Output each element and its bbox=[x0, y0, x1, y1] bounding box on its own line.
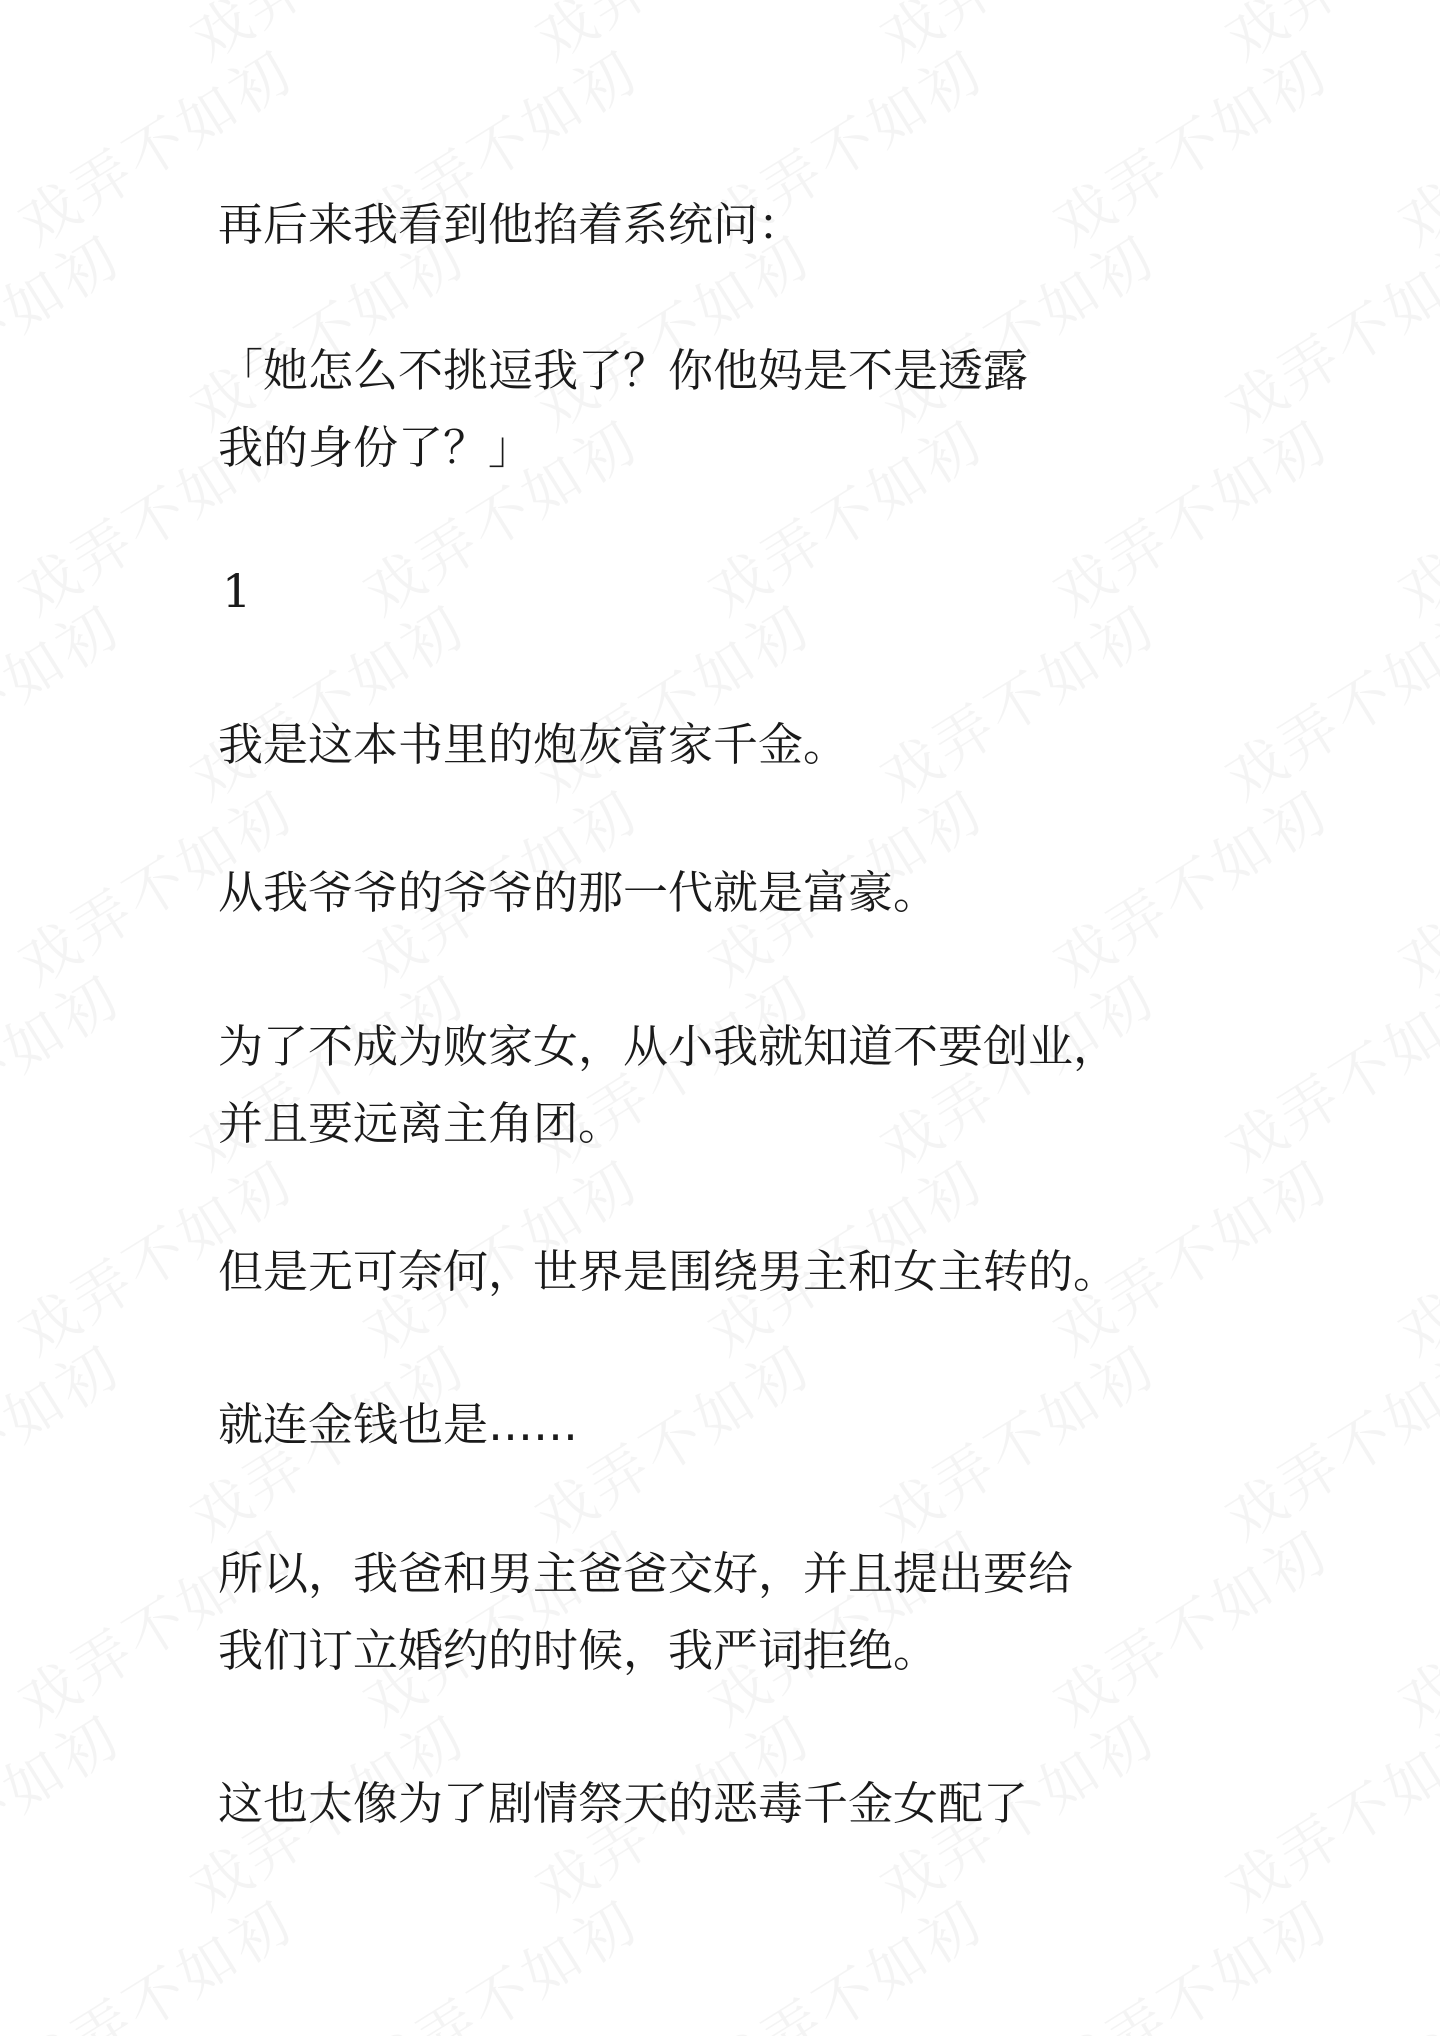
watermark-text bbox=[0, 1691, 134, 1927]
watermark-text bbox=[862, 0, 1169, 76]
paragraph bbox=[218, 1386, 578, 1463]
chapter-number-text: 1 bbox=[222, 564, 252, 618]
paragraph bbox=[218, 186, 803, 263]
paragraph-line: 再后来我看到他掐着系统问： bbox=[218, 198, 804, 251]
watermark-text bbox=[1380, 396, 1440, 632]
paragraph-line: 我是这本书里的炮灰富家千金。 bbox=[218, 718, 849, 771]
paragraph bbox=[218, 1233, 1118, 1310]
paragraph bbox=[218, 1765, 1028, 1842]
watermark-text bbox=[1380, 1876, 1440, 2036]
paragraph-line: 「她怎么不挑逗我了？你他妈是不是透露 bbox=[218, 344, 1029, 397]
paragraph-line: 就连金钱也是…… bbox=[218, 1398, 579, 1451]
paragraph-line: 我们订立婚约的时候，我严词拒绝。 bbox=[218, 1624, 939, 1677]
watermark-text bbox=[690, 1876, 997, 2036]
watermark-text bbox=[0, 951, 134, 1187]
watermark-text bbox=[1380, 1136, 1440, 1372]
watermark-text bbox=[1035, 26, 1342, 262]
paragraph bbox=[218, 854, 938, 931]
watermark-text bbox=[1380, 26, 1440, 262]
watermark-text bbox=[862, 581, 1169, 817]
watermark-text bbox=[345, 1876, 652, 2036]
watermark-text bbox=[1035, 766, 1342, 1002]
watermark-text bbox=[0, 581, 134, 817]
watermark-text bbox=[1207, 1691, 1440, 1927]
watermark-text bbox=[1380, 766, 1440, 1002]
paragraph-line: 所以，我爸和男主爸爸交好，并且提出要给 bbox=[218, 1547, 1074, 1600]
watermark-text bbox=[1207, 581, 1440, 817]
watermark-text bbox=[1035, 1876, 1342, 2036]
paragraph bbox=[218, 1535, 1073, 1689]
watermark-text bbox=[1035, 1506, 1342, 1742]
paragraph-line: 为了不成为败家女，从小我就知道不要创业， bbox=[218, 1020, 1119, 1073]
watermark-text bbox=[1380, 1506, 1440, 1742]
watermark-text bbox=[1207, 0, 1440, 76]
paragraph-line: 这也太像为了剧情祭天的恶毒千金女配了 bbox=[218, 1777, 1029, 1830]
paragraph bbox=[218, 1008, 1118, 1162]
watermark-text bbox=[172, 0, 479, 76]
watermark-text bbox=[517, 0, 824, 76]
watermark-text bbox=[1207, 1321, 1440, 1557]
watermark-text bbox=[0, 1321, 134, 1557]
chapter-number bbox=[222, 553, 251, 630]
paragraph bbox=[218, 332, 1028, 486]
watermark-text bbox=[0, 211, 134, 447]
watermark-text bbox=[1207, 211, 1440, 447]
paragraph-line: 并且要远离主角团。 bbox=[218, 1097, 624, 1150]
paragraph bbox=[218, 706, 848, 783]
watermark-text bbox=[1035, 396, 1342, 632]
watermark-text bbox=[0, 0, 134, 76]
watermark-text bbox=[1207, 951, 1440, 1187]
paragraph-line: 我的身份了？」 bbox=[218, 421, 534, 474]
watermark-text bbox=[862, 1321, 1169, 1557]
paragraph-line: 从我爷爷的爷爷的那一代就是富豪。 bbox=[218, 866, 939, 919]
watermark-text bbox=[0, 1876, 307, 2036]
paragraph-line: 但是无可奈何，世界是围绕男主和女主转的。 bbox=[218, 1245, 1119, 1298]
